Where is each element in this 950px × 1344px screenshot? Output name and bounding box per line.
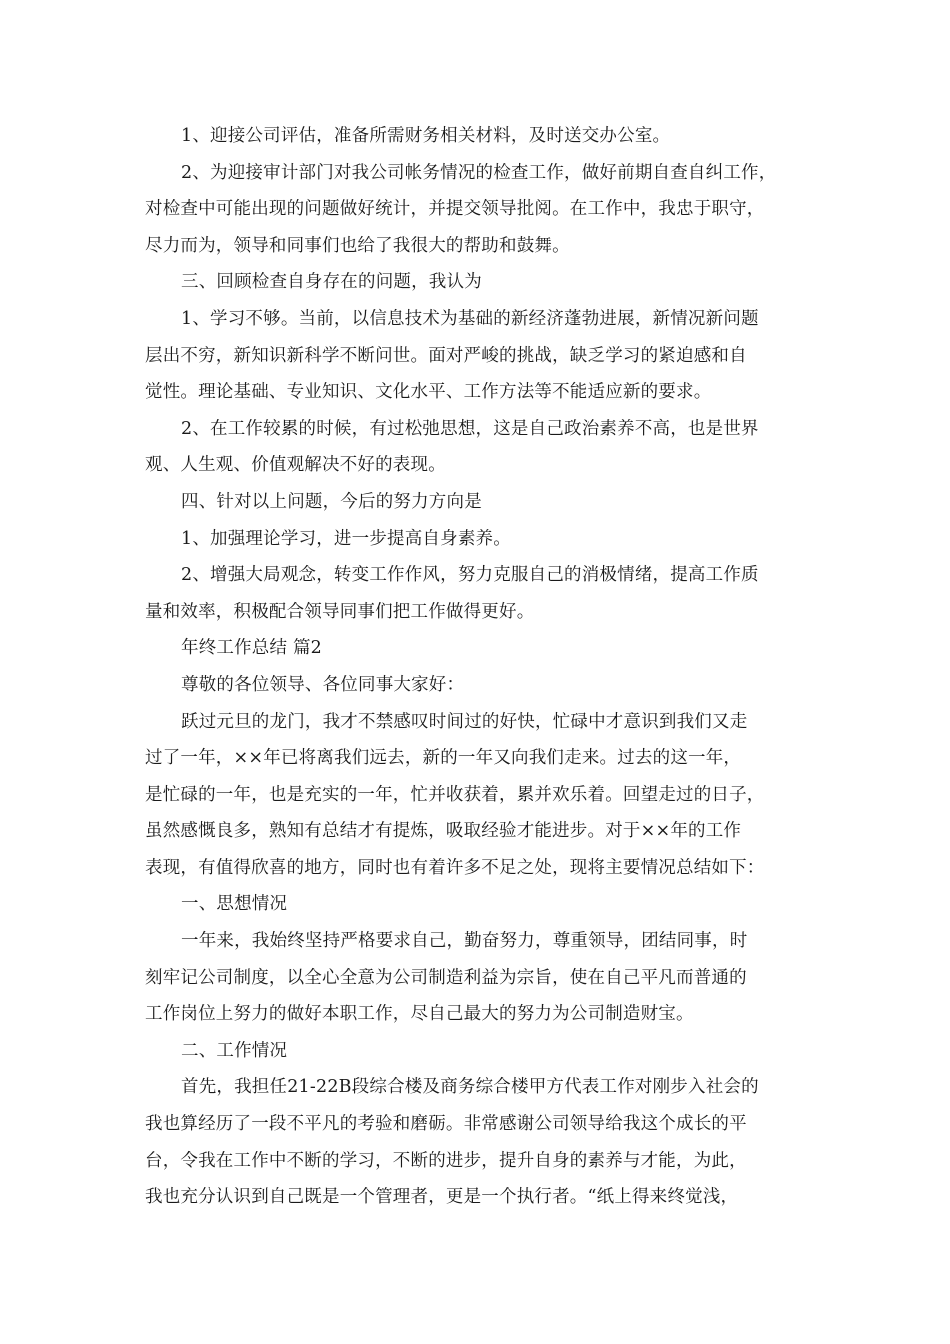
document-body (145, 118, 810, 1216)
text-line: 四、针对以上问题，今后的努力方向是 (181, 491, 482, 512)
text-line: 表现，有值得欣喜的地方，同时也有着许多不足之处，现将主要情况总结如下： (145, 857, 765, 878)
text-line: 我也充分认识到自己既是一个管理者，更是一个执行者。“纸上得来终觉浅， (145, 1187, 739, 1208)
text-line: 三、回顾检查自身存在的问题，我认为 (181, 272, 482, 293)
text-line: 觉性。理论基础、专业知识、文化水平、工作方法等不能适应新的要求。 (145, 382, 712, 403)
text-line: 跃过元旦的龙门，我才不禁感叹时间过的好快，忙碌中才意识到我们又走 (181, 711, 748, 732)
text-line: 观、人生观、价值观解决不好的表现。 (145, 455, 446, 476)
text-line: 尊敬的各位领导、各位同事大家好： (181, 674, 465, 695)
text-line: 2、为迎接审计部门对我公司帐务情况的检查工作，做好前期自查自纠工作， (181, 162, 777, 183)
text-line: 1、加强理论学习，进一步提高自身素养。 (181, 528, 511, 549)
text-line: 一、思想情况 (181, 894, 288, 915)
text-line: 台，令我在工作中不断的学习，不断的进步，提升自身的素养与才能，为此， (145, 1150, 747, 1171)
text-line: 2、在工作较累的时候，有过松弛思想，这是自己政治素养不高，也是世界 (181, 418, 759, 439)
text-line: 1、迎接公司评估，准备所需财务相关材料，及时送交办公室。 (181, 126, 671, 146)
text-line: 年终工作总结 篇2 (181, 638, 322, 659)
text-line: 一年来，我始终坚持严格要求自己，勤奋努力，尊重领导，团结同事，时 (181, 931, 748, 952)
text-line: 工作岗位上努力的做好本职工作，尽自己最大的努力为公司制造财宝。 (145, 1004, 694, 1025)
text-line: 过了一年，××年已将离我们远去，新的一年又向我们走来。过去的这一年， (145, 748, 742, 769)
text-line: 尽力而为，领导和同事们也给了我很大的帮助和鼓舞。 (145, 235, 570, 256)
text-line: 二、工作情况 (181, 1040, 288, 1061)
text-line: 量和效率，积极配合领导同事们把工作做得更好。 (145, 601, 535, 622)
text-line: 虽然感慨良多，熟知有总结才有提炼，吸取经验才能进步。对于××年的工作 (145, 821, 742, 842)
text-line: 是忙碌的一年，也是充实的一年，忙并收获着，累并欢乐着。回望走过的日子， (145, 784, 765, 805)
text-line: 我也算经历了一段不平凡的考验和磨砺。非常感谢公司领导给我这个成长的平 (145, 1114, 747, 1135)
text-line: 1、学习不够。当前，以信息技术为基础的新经济蓬勃进展，新情况新问题 (181, 308, 759, 329)
text-line: 刻牢记公司制度，以全心全意为公司制造利益为宗旨，使在自己平凡而普通的 (145, 967, 747, 988)
text-line: 对检查中可能出现的问题做好统计，并提交领导批阅。在工作中，我忠于职守， (145, 199, 765, 220)
text-line: 2、增强大局观念，转变工作作风，努力克服自己的消极情绪，提高工作质 (181, 565, 759, 586)
text-line: 首先，我担任21-22B段综合楼及商务综合楼甲方代表工作对刚步入社会的 (181, 1077, 759, 1098)
text-line: 层出不穷，新知识新科学不断问世。面对严峻的挑战，缺乏学习的紧迫感和自 (145, 345, 747, 366)
